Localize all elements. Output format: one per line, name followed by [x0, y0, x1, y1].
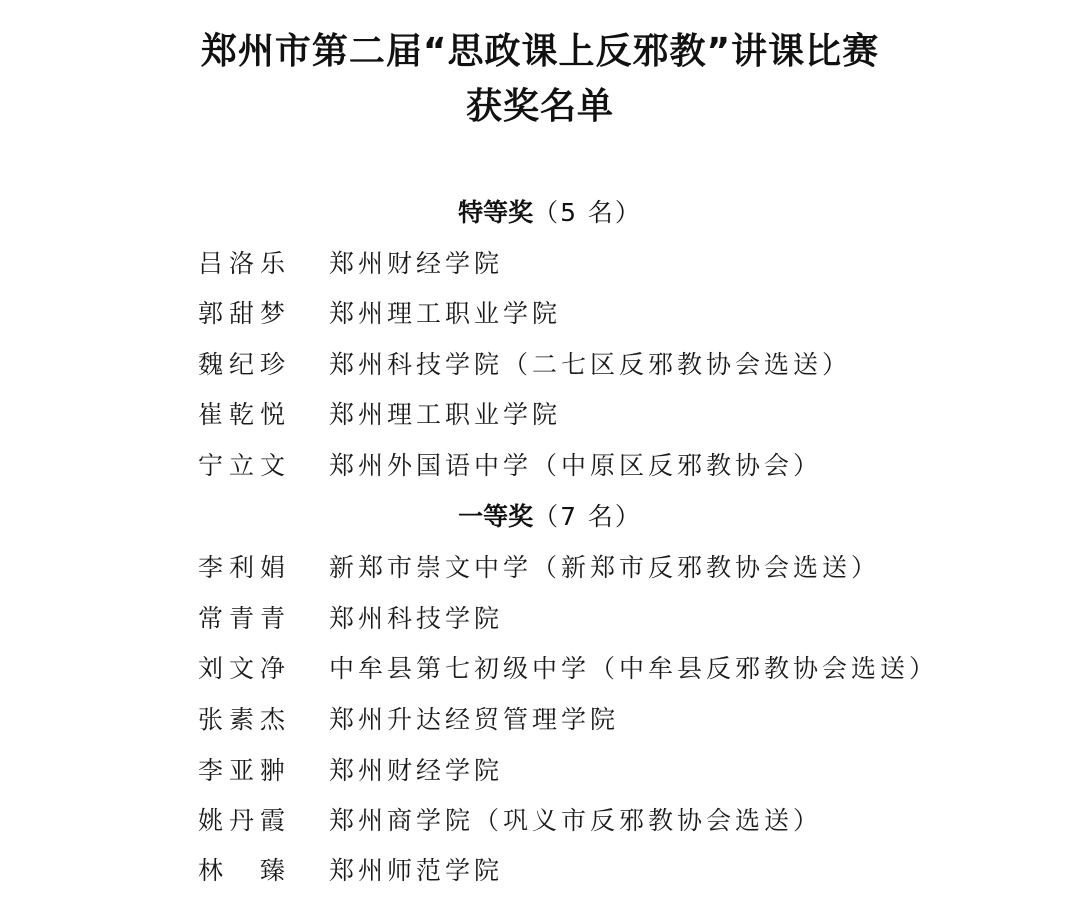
winner-row — [0, 656, 1080, 690]
winner-organization: 郑州财经学院 — [329, 756, 504, 785]
winner-name: 林 臻 — [198, 856, 292, 885]
winner-row — [0, 555, 1080, 589]
section-count: （7 名） — [533, 502, 642, 531]
section-count: （5 名） — [533, 198, 642, 227]
winner-name: 张素杰 — [198, 705, 292, 734]
winner-organization: 中牟县第七初级中学（中牟县反邪教协会选送） — [329, 654, 939, 683]
winner-row — [0, 707, 1080, 741]
winner-organization: 郑州财经学院 — [329, 249, 504, 278]
section-heading-grand-prize — [0, 200, 1080, 225]
document-title: 郑州市第二届“思政课上反邪教”讲课比赛 — [200, 31, 880, 72]
section-label: 一等奖 — [458, 502, 534, 531]
winner-name: 宁立文 — [198, 451, 292, 480]
winner-row — [0, 453, 1080, 487]
winner-name: 吕洛乐 — [198, 249, 292, 278]
winner-row — [0, 352, 1080, 386]
document-subtitle: 获奖名单 — [465, 86, 614, 127]
winner-name: 崔乾悦 — [198, 400, 292, 429]
winner-row — [0, 808, 1080, 842]
winner-row — [0, 858, 1080, 892]
winner-name: 魏纪珍 — [198, 350, 292, 379]
winner-organization: 郑州科技学院（二七区反邪教协会选送） — [329, 350, 852, 379]
winner-organization: 新郑市崇文中学（新郑市反邪教协会选送） — [329, 553, 881, 582]
section-label: 特等奖 — [458, 198, 534, 227]
winner-organization: 郑州理工职业学院 — [329, 400, 562, 429]
winner-row — [0, 606, 1080, 640]
winner-name: 李利娟 — [198, 553, 292, 582]
winner-name: 李亚翀 — [198, 756, 292, 785]
section-heading-first-prize — [0, 504, 1080, 529]
winner-name: 郭甜梦 — [198, 299, 292, 328]
winner-organization: 郑州师范学院 — [329, 856, 504, 885]
winner-name: 姚丹霞 — [198, 806, 292, 835]
winner-organization: 郑州商学院（巩义市反邪教协会选送） — [329, 806, 823, 835]
winner-name: 刘文净 — [198, 654, 292, 683]
winner-row — [0, 758, 1080, 792]
winner-organization: 郑州理工职业学院 — [329, 299, 562, 328]
winner-row — [0, 402, 1080, 436]
winner-organization: 郑州科技学院 — [329, 604, 504, 633]
winner-organization: 郑州外国语中学（中原区反邪教协会） — [329, 451, 823, 480]
winner-organization: 郑州升达经贸管理学院 — [329, 705, 620, 734]
winner-name: 常青青 — [198, 604, 292, 633]
winner-row — [0, 251, 1080, 285]
winner-row — [0, 301, 1080, 335]
